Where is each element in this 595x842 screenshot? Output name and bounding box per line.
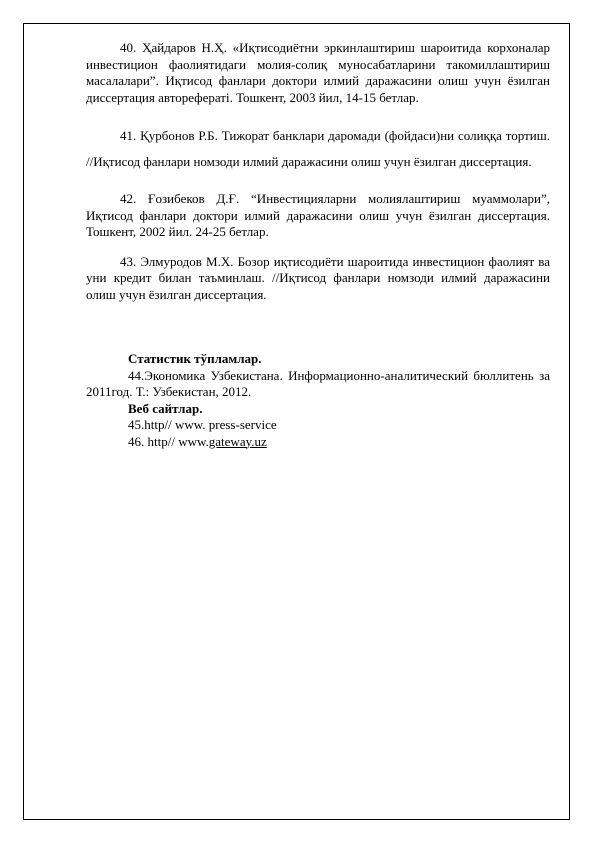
reference-text: Ғозибеков Д.Ғ. “Инвестицияларни молиялаштириш муаммолари”, Иқтисод фанлари доктори илмий даражасини олиш учун ёзилган диссертация. Тошкент, 2002 йил. 24-25 бетлар. [86,191,551,239]
reference-46-prefix: 46. http// www. [128,433,209,449]
reference-40 [86,40,550,106]
reference-number: 40. [120,40,137,55]
reference-41 [86,123,550,175]
reference-number: 41. [120,128,137,143]
reference-46 [128,434,550,451]
reference-text: Ҳайдаров Н.Ҳ. «Иқтисодиётни эркинлаштириш шароитида корхоналар инвестицион фаолиятидаги молия-солиқ муносабатларини такомиллаштириш масалалари”. Иқтисод фанлари доктори илмий даражасини олиш учун ёзилган диссертация авторефераті. Тошкент, 2003 йил, 14-15 бетлар. [86,40,550,105]
reference-42 [86,191,550,241]
reference-number: 43. [120,253,137,269]
statistics-heading: Статистик тўпламлар. [128,351,262,366]
reference-43 [86,254,550,304]
reference-number: 42. [120,191,137,206]
document-body [86,40,550,450]
websites-heading: Веб сайтлар. [128,400,203,416]
reference-44: 44.Экономика Узбекистана. Информационно-аналитический бюллитень за 2011год. Т.: Узбекистан, 2012. [86,367,550,399]
reference-45: 45.http// www. press-service [128,417,277,432]
reference-text: Қурбонов Р.Б. Тижорат банклари даромади (фойдаси)ни солиққа тортиш. //Иқтисод фанлари номзоди илмий даражасини олиш учун ёзилган диссертация. [86,128,551,169]
reference-text: Элмуродов М.Х. Бозор иқтисодиёти шароитида инвестицион фаолият ва уни кредит билан таъминлаш. //Иқтисод фанлари номзоди илмий даражасини олиш учун ёзилган диссертация. [86,253,551,302]
gateway-link[interactable]: gateway.uz [208,433,267,449]
